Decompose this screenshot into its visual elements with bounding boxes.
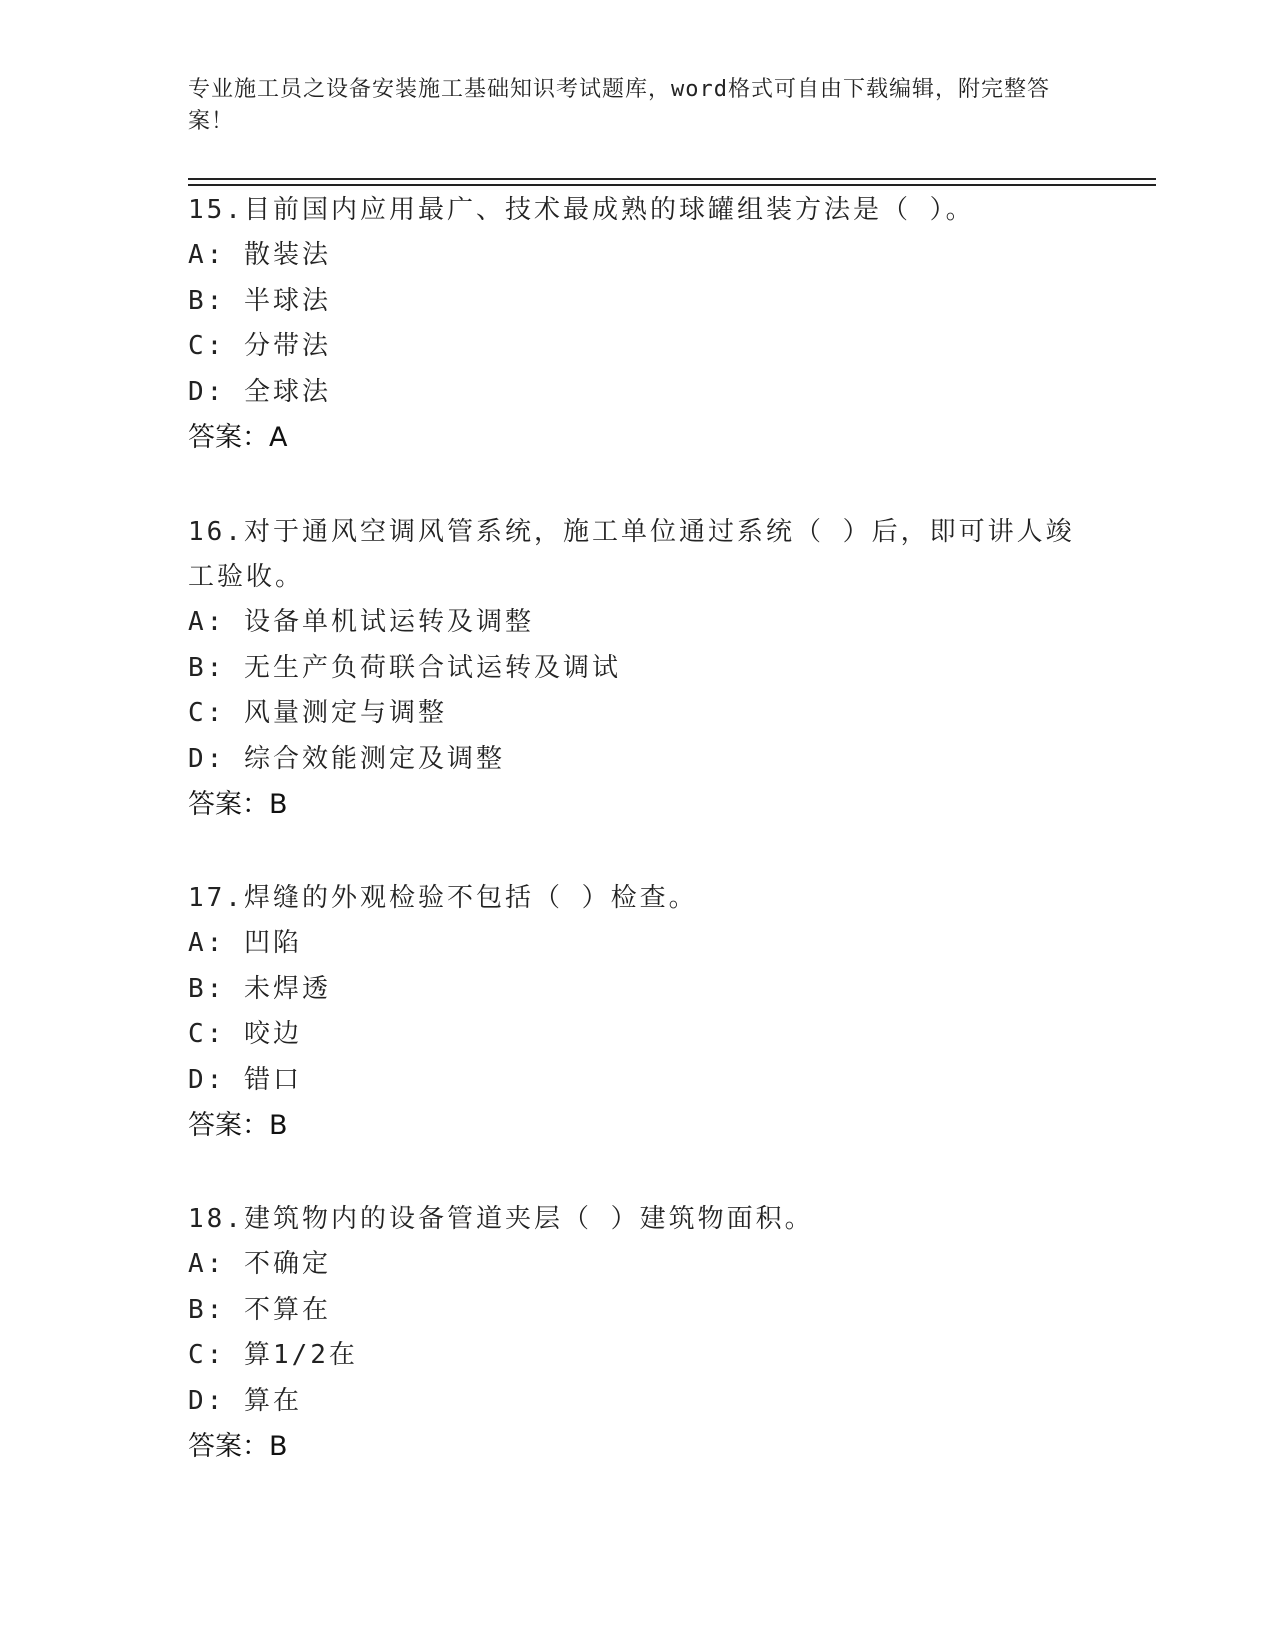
option-b: B: 无生产负荷联合试运转及调试 (188, 652, 621, 683)
answer: 答案：A (188, 422, 288, 453)
option-a: A: 散装法 (188, 240, 331, 270)
option-c: C: 算1/2在 (188, 1340, 358, 1370)
question-18 (188, 1197, 1088, 1470)
question-16 (188, 510, 1088, 828)
question-17 (188, 876, 1088, 1149)
answer: 答案：B (188, 789, 288, 820)
header-rule-bottom (188, 184, 1156, 186)
option-b: B: 不算在 (188, 1294, 331, 1325)
question-stem: 16.对于通风空调风管系统，施工单位通过系统（ ）后，即可讲人竣工验收。 (188, 517, 1075, 592)
option-d: D: 全球法 (188, 376, 331, 407)
option-c: C: 风量测定与调整 (188, 698, 447, 728)
option-c: C: 咬边 (188, 1019, 302, 1049)
option-a: A: 设备单机试运转及调整 (188, 607, 534, 637)
option-b: B: 未焊透 (188, 973, 331, 1004)
question-stem: 15.目前国内应用最广、技术最成熟的球罐组装方法是（ ）。 (188, 195, 975, 225)
option-a: A: 不确定 (188, 1249, 331, 1279)
answer: 答案：B (188, 1110, 288, 1141)
option-a: A: 凹陷 (188, 928, 302, 958)
option-b: B: 半球法 (188, 285, 331, 316)
option-c: C: 分带法 (188, 331, 331, 361)
question-stem: 17.焊缝的外观检验不包括（ ）检查。 (188, 883, 698, 913)
document-header: 专业施工员之设备安装施工基础知识考试题库，word格式可自由下载编辑，附完整答案！ (188, 77, 1050, 134)
question-15 (188, 188, 1088, 461)
option-d: D: 算在 (188, 1385, 302, 1416)
answer: 答案：B (188, 1431, 288, 1462)
option-d: D: 错口 (188, 1064, 302, 1095)
option-d: D: 综合效能测定及调整 (188, 743, 505, 774)
header-rule-top (188, 178, 1156, 180)
question-stem: 18.建筑物内的设备管道夹层（ ）建筑物面积。 (188, 1204, 814, 1234)
